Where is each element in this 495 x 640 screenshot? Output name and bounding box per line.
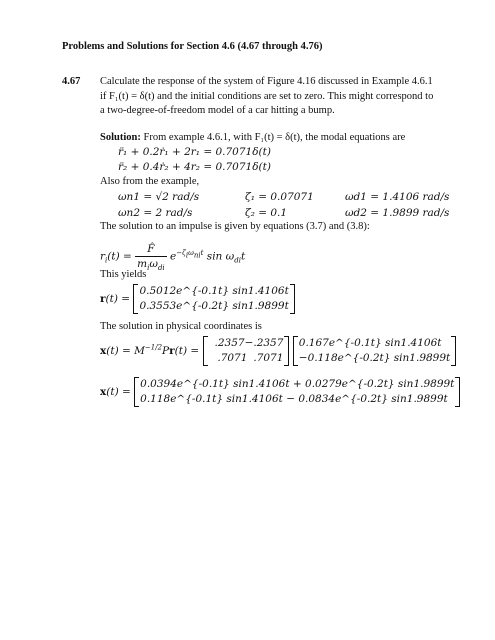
m-r1c1: .2357 xyxy=(214,337,245,349)
solution-label: Solution: xyxy=(100,132,141,143)
also-text: Also from the example, xyxy=(100,176,200,187)
m-r2c2: .7071 xyxy=(253,352,284,364)
page-title: Problems and Solutions for Section 4.6 (4.67 through 4.76) xyxy=(62,41,323,52)
impulse-fraction: $\frac{F̂}{m_i\omega_{di}}$ xyxy=(137,243,165,273)
zeta-1: ζ₁ = 0.07071 xyxy=(245,191,314,203)
r-row-2: 0.3553e^{-0.2t} sin1.9899t xyxy=(139,300,289,312)
x-solution: x(t) = 0.0394e^{-0.1t} sin1.4106t + 0.0279e^{-0.2t} sin1.9899t 0.118e^{-0.1t} sin1.4106t − 0.0834e^{-0.2t} sin1.9899t xyxy=(100,377,460,407)
x-product: $x(t) = M^{-1/2}Pr(t)$ = .2357−.2357 .7071 .7071 0.167e^{-0.1t} sin1.4106t −0.118e^{-0.2t} sin1.9899t xyxy=(100,336,456,366)
solution-intro xyxy=(100,131,405,145)
modal-matrix xyxy=(203,336,290,366)
solution-intro-text: From example 4.6.1, with F₁(t) = δ(t), the modal equations are xyxy=(143,132,406,143)
yields-text: This yields xyxy=(100,269,147,280)
omega-d2: ωd2 = 1.9899 rad/s xyxy=(345,207,450,219)
impulse-response-formula: $r_i(t)$ = $\frac{F̂}{m_i\omega_{di}}$ $e^{-\zeta_i\omega_{ni}t}$ $\sin \omega_{di}t$ xyxy=(100,243,246,273)
x-row-2: 0.118e^{-0.1t} sin1.4106t − 0.0834e^{-0.2t} sin1.9899t xyxy=(140,393,448,405)
v-row-2: −0.118e^{-0.2t} sin1.9899t xyxy=(298,352,451,364)
r-matrix xyxy=(133,284,294,314)
omega-n2: ωn2 = 2 rad/s xyxy=(118,207,193,219)
impulse-text: The solution to an impulse is given by equations (3.7) and (3.8): xyxy=(100,221,370,232)
problem-number: 4.67 xyxy=(62,76,81,87)
v-row-1: 0.167e^{-0.1t} sin1.4106t xyxy=(298,337,442,349)
x-row-1: 0.0394e^{-0.1t} sin1.4106t + 0.0279e^{-0.2t} sin1.9899t xyxy=(140,378,455,390)
problem-statement: Calculate the response of the system of Figure 4.16 discussed in Example 4.6.1 if F₁(t) = δ(t) and the initial conditions are set to zero. This might correspond to a two-degree-of-freedom model of a car hitting a bump. xyxy=(100,76,434,116)
modal-equation-1: r̈₁ + 0.2ṙ₁ + 2r₁ = 0.7071δ(t) xyxy=(118,146,271,158)
x-matrix xyxy=(134,377,460,407)
modal-equation-2: r̈₂ + 0.4ṙ₂ + 4r₂ = 0.7071δ(t) xyxy=(118,161,271,173)
response-vector xyxy=(293,336,457,366)
omega-d1: ωd1 = 1.4106 rad/s xyxy=(345,191,450,203)
r-row-1: 0.5012e^{-0.1t} sin1.4106t xyxy=(139,285,289,297)
physical-coordinates-text: The solution in physical coordinates is xyxy=(100,321,262,332)
m-r1c2: −.2357 xyxy=(244,337,284,349)
zeta-2: ζ₂ = 0.1 xyxy=(245,207,288,219)
omega-n1: ωn1 = √2 rad/s xyxy=(118,191,200,203)
m-r2c1: .7071 xyxy=(217,352,248,364)
r-vector: r(t) = 0.5012e^{-0.1t} sin1.4106t 0.3553e^{-0.2t} sin1.9899t xyxy=(100,284,295,314)
